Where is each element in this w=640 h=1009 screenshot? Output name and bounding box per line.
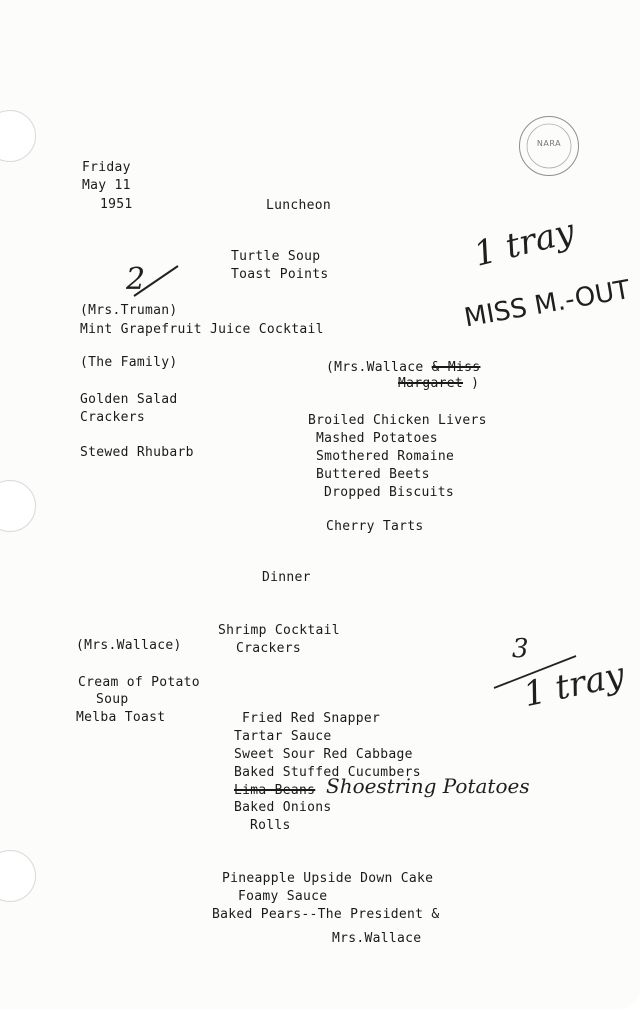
dinner-wallace-label: (Mrs.Wallace): [76, 638, 182, 653]
family-item: Crackers: [80, 410, 146, 425]
wallace-item: Buttered Beets: [316, 467, 430, 482]
dinner-course1-line2: Crackers: [236, 641, 302, 656]
dinner-wallace-item: Soup: [96, 692, 129, 707]
wallace-label: [326, 360, 480, 375]
dinner-after-item: Rolls: [250, 818, 291, 833]
wallace-label-text: (Mrs.Wallace: [326, 360, 432, 375]
handwritten-shoestring-potatoes: Shoestring Potatoes: [326, 774, 530, 798]
family-item: Golden Salad: [80, 392, 178, 407]
family-label: (The Family): [80, 355, 178, 370]
day-text: Friday: [82, 160, 131, 175]
wallace-item: Dropped Biscuits: [324, 485, 455, 500]
handwritten-slash-mark: [126, 262, 186, 302]
handwritten-dinner-tray: 1 tray: [520, 654, 628, 716]
family-item: Stewed Rhubarb: [80, 445, 194, 460]
wallace-struck-name: Margaret: [398, 376, 464, 391]
wallace-item: Smothered Romaine: [316, 449, 455, 464]
dinner-main-item: Tartar Sauce: [234, 729, 332, 744]
dinner-dessert-item: Baked Pears--The President &: [212, 907, 440, 922]
dinner-dessert-item: Pineapple Upside Down Cake: [222, 871, 434, 886]
binder-hole-top: [0, 110, 36, 162]
luncheon-course1-line1: Turtle Soup: [231, 249, 321, 264]
handwritten-count-3: 3: [512, 634, 529, 664]
mrs-truman-item: Mint Grapefruit Juice Cocktail: [80, 322, 324, 337]
wallace-item: Mashed Potatoes: [316, 431, 438, 446]
handwritten-count-2: 2: [126, 262, 146, 297]
wallace-struck-text: & Miss: [431, 360, 481, 375]
binder-hole-bottom: [0, 850, 36, 902]
dinner-struck-item: Lima Beans: [234, 783, 316, 798]
dinner-after-item: Baked Onions: [234, 800, 332, 815]
handwritten-miss-m-out: MISS M.-OUT: [462, 274, 633, 334]
dinner-dessert-item: Mrs.Wallace: [332, 931, 422, 946]
archive-stamp: [519, 116, 579, 176]
luncheon-course1-line2: Toast Points: [231, 267, 329, 282]
mrs-truman-label: (Mrs.Truman): [80, 303, 178, 318]
dinner-title: Dinner: [262, 570, 311, 585]
handwritten-tray-note: 1 tray: [470, 211, 579, 275]
dinner-main-item: Fried Red Snapper: [242, 711, 381, 726]
dinner-course1-line1: Shrimp Cocktail: [218, 623, 340, 638]
year-text: 1951: [100, 197, 133, 212]
dinner-main-item: Baked Stuffed Cucumbers: [234, 765, 421, 780]
dinner-dessert-item: Foamy Sauce: [238, 889, 328, 904]
stamp-center-text: NARA: [536, 139, 562, 148]
dinner-wallace-item: Cream of Potato: [78, 675, 200, 690]
dinner-main-item: Sweet Sour Red Cabbage: [234, 747, 413, 762]
date-text: May 11: [82, 178, 131, 193]
wallace-item: Broiled Chicken Livers: [308, 413, 487, 428]
luncheon-title: Luncheon: [266, 198, 332, 213]
dinner-wallace-item: Melba Toast: [76, 710, 166, 725]
luncheon-dessert: Cherry Tarts: [326, 519, 424, 534]
binder-hole-middle: [0, 480, 36, 532]
wallace-label-line2: [398, 376, 479, 391]
wallace-close-paren: ): [463, 376, 480, 391]
